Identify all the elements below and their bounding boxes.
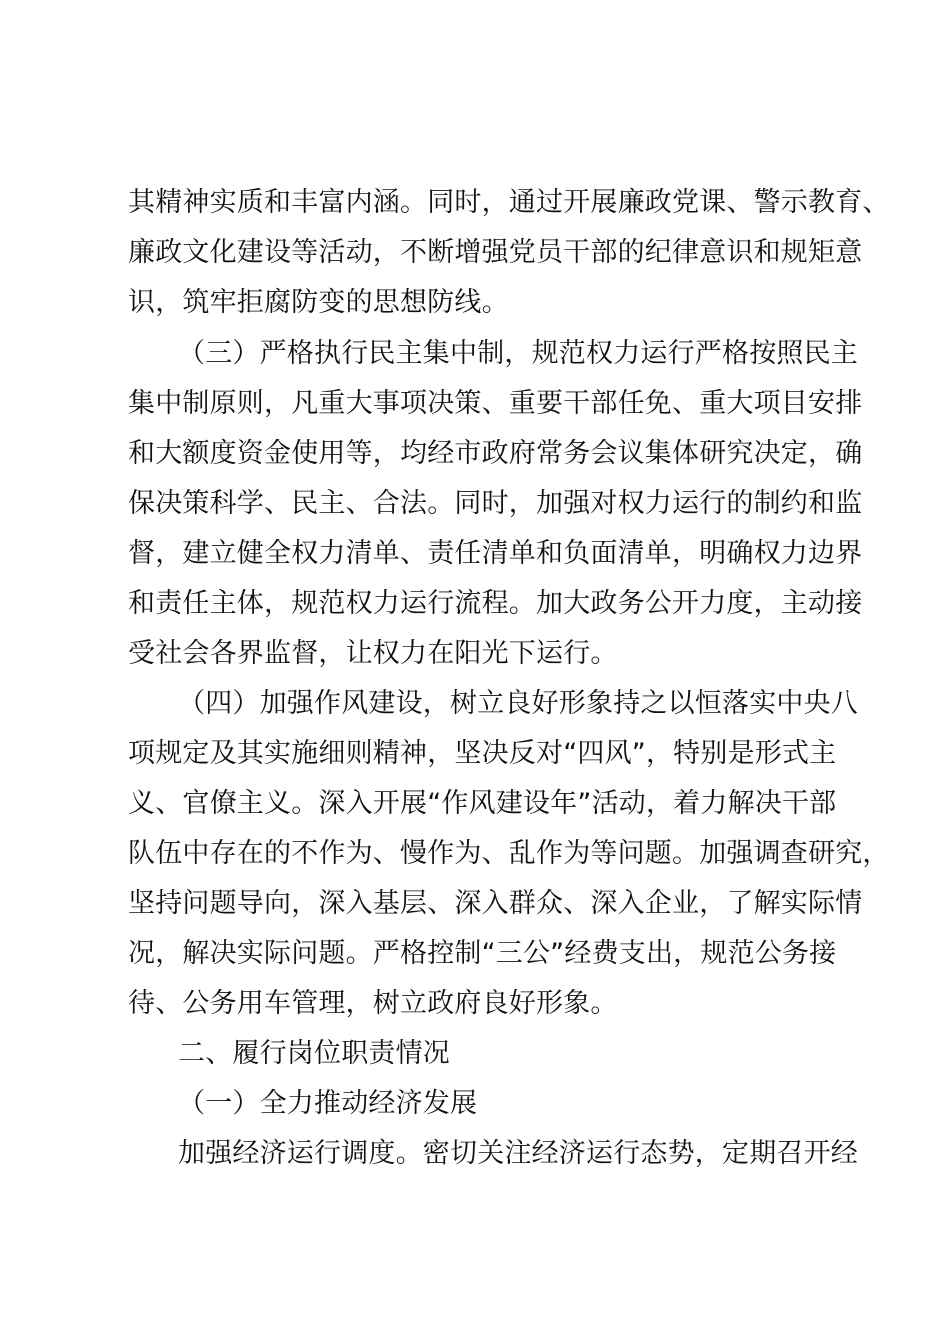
- text-line: 坚持问题导向，深入基层、深入群众、深入企业，了解实际情: [128, 888, 863, 919]
- text-line: 和大额度资金使用等，均经市政府常务会议集体研究决定，确: [128, 438, 863, 469]
- text-line: 队伍中存在的不作为、慢作为、乱作为等问题。加强调查研究，: [128, 838, 890, 869]
- chapter-heading-2: 二、履行岗位职责情况: [178, 1038, 450, 1069]
- text-line: 项规定及其实施细则精神，坚决反对“四风”，特别是形式主: [128, 738, 837, 769]
- text-line: 督，建立健全权力清单、责任清单和负面清单，明确权力边界: [128, 538, 863, 569]
- text-line: 况，解决实际问题。严格控制“三公”经费支出，规范公务接: [128, 938, 837, 969]
- text-line: 保决策科学、民主、合法。同时，加强对权力运行的制约和监: [128, 488, 863, 519]
- text-line: 义、官僚主义。深入开展“作风建设年”活动，着力解决干部: [128, 788, 837, 819]
- text-line: 和责任主体，规范权力运行流程。加大政务公开力度，主动接: [128, 588, 863, 619]
- text-line: 集中制原则，凡重大事项决策、重要干部任免、重大项目安排: [128, 388, 863, 419]
- section-heading-3: （三）严格执行民主集中制，规范权力运行严格按照民主: [178, 338, 858, 369]
- text-line: 识，筑牢拒腐防变的思想防线。: [128, 287, 509, 318]
- section-heading-1: （一）全力推动经济发展: [178, 1088, 478, 1119]
- text-line: 待、公务用车管理，树立政府良好形象。: [128, 988, 618, 1019]
- text-line: 廉政文化建设等活动，不断增强党员干部的纪律意识和规矩意: [128, 237, 863, 268]
- text-line: 受社会各界监督，让权力在阳光下运行。: [128, 638, 618, 669]
- text-line: 加强经济运行调度。密切关注经济运行态势，定期召开经: [178, 1138, 858, 1169]
- section-heading-4: （四）加强作风建设，树立良好形象持之以恒落实中央八: [178, 688, 858, 719]
- text-line: 其精神实质和丰富内涵。同时，通过开展廉政党课、警示教育、: [128, 187, 890, 218]
